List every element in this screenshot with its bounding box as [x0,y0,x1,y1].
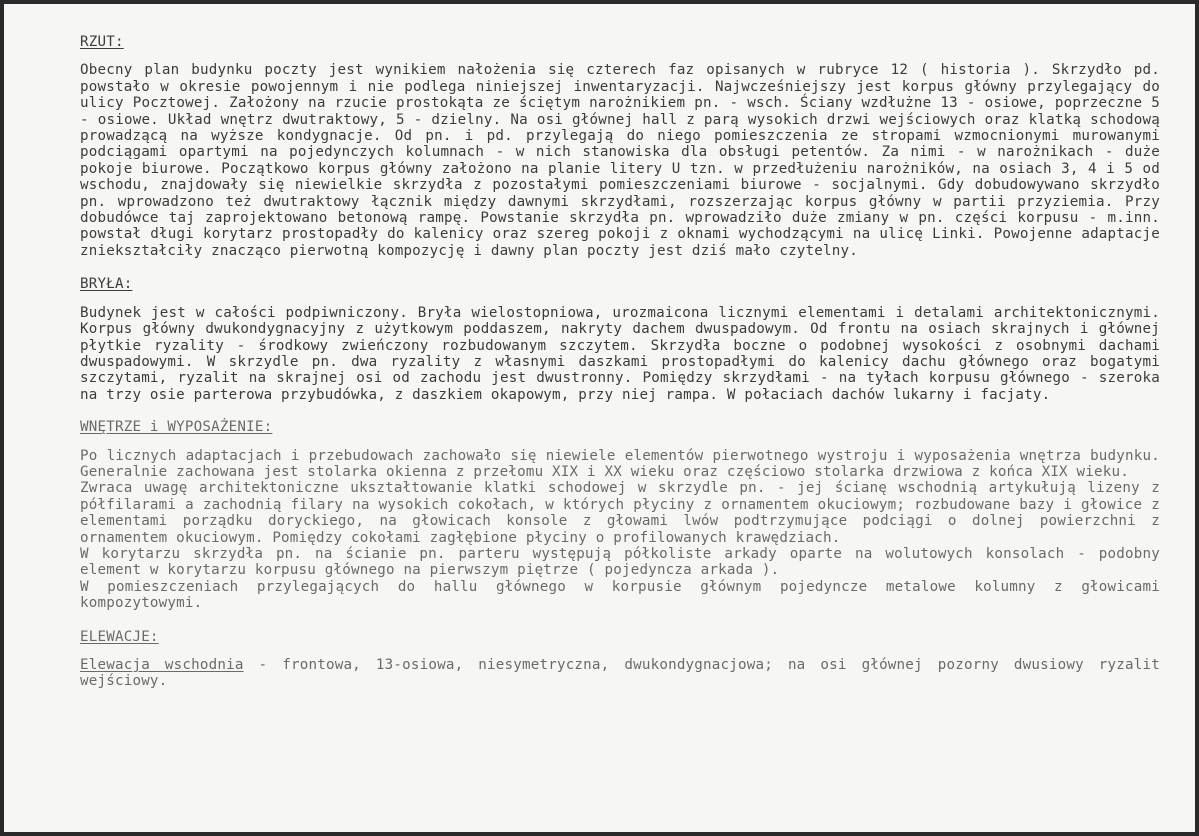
paragraph-wnetrze-2: Zwraca uwagę architektoniczne ukształtowanie klatki schodowej w skrzydle pn. - jej ścianę wschodnią artykułują lizeny z półfilarami a zachodnią filary na wysokich cokołach, w których płyciny z ornamentem okuciowym; rozbudowane bazy i głowice z elementami porządku doryckiego, na głowicach konsole z głowami lwów podtrzymujące podciągi o dolnej powierzchni z ornamentem okuciowym. Pomiędzy cokołami zagłębione płyciny o profilowanych krawędziach. [80,480,1160,546]
section-heading-bryla: BRYŁA: [80,276,133,293]
paragraph-wnetrze-1: Po licznych adaptacjach i przebudowach zachowało się niewiele elementów pierwotnego wystroju i wyposażenia wnętrza budynku. Generalnie zachowana jest stolarka okienna z przełomu XIX i XX wieku oraz częściowo stolarka drzwiowa z końca XIX wieku. [80,447,1160,480]
paragraph-elewacje [80,657,1160,690]
section-heading-elewacje: ELEWACJE: [80,628,159,645]
paragraph-bryla: Budynek jest w całości podpiwniczony. Bryła wielostopniowa, urozmaicona licznymi elementami i detalami architektonicznymi. Korpus główny dwukondygnacyjny z użytkowym poddaszem, nakryty dachem dwuspadowym. Od frontu na osiach skrajnych i głównej płytkie ryzality - środkowy zwieńczony rozbudowanym szczytem. Skrzydła boczne o podobnej wysokości z osobnymi dachami dwuspadowymi. W skrzydle pn. dwa ryzality z własnymi daszkami prostopadłymi do kalenicy dachu głównego oraz bogatymi szczytami, ryzalit na skrajnej osi od zachodu jest dwustronny. Pomiędzy skrzydłami - na tyłach korpusu głównego - szeroka na trzy osie parterowa przybudówka, z daszkiem okapowym, przy niej rampa. W połaciach dachów lukarny i facjaty. [80,304,1160,403]
section-heading-rzut: RZUT: [80,34,124,50]
section-elewacje [80,629,1160,690]
document-page [4,4,1195,832]
section-bryla [80,276,1160,403]
section-rzut [80,34,1160,259]
section-wnetrze [80,419,1160,611]
paragraph-wnetrze-4: W pomieszczeniach przylegających do hallu głównego w korpusie głównym pojedyncze metalowe kolumny z głowicami kompozytowymi. [80,578,1160,612]
paragraph-wnetrze-3: W korytarzu skrzydła pn. na ścianie pn. parteru występują półkoliste arkady oparte na wolutowych konsolach - podobny element w korytarzu korpusu głównego na pierwszym piętrze ( pojedyncza arkada ). [80,545,1160,579]
elewacja-wschodnia-text: - frontowa, 13-osiowa, niesymetryczna, dwukondygnacjowa; na osi głównej pozorny dwusiowy ryzalit wejściowy. [80,657,1160,690]
typed-document [80,34,1160,690]
section-heading-wnetrze: WNĘTRZE i WYPOSAŻENIE: [80,419,273,436]
elewacja-wschodnia-label: Elewacja wschodnia [80,657,244,673]
paragraph-rzut: Obecny plan budynku poczty jest wynikiem nałożenia się czterech faz opisanych w rubryce 12 ( historia ). Skrzydło pd. powstało w okresie powojennym i nie podlega niniejszej inwentaryzacji. Najwcześniejszy jest korpus główny przylegający do ulicy Pocztowej. Założony na rzucie prostokąta ze ściętym narożnikiem pn. - wsch. Ściany wzdłużne 13 - osiowe, poprzeczne 5 - osiowe. Układ wnętrz dwutraktowy, 5 - dzielny. Na osi głównej hall z parą wysokich drzwi wejściowych oraz klatką schodową prowadzącą na wyższe kondygnacje. Od pn. i pd. przylegają do niego pomieszczenia ze stropami wzmocnionymi murowanymi podciągami opartymi na pojedynczych kolumnach - w nich stanowiska dla obsługi petentów. Za nimi - w narożnikach - duże pokoje biurowe. Początkowo korpus główny założono na planie litery U tzn. w przedłużeniu narożników, na osiach 3, 4 i 5 od wschodu, znajdowały się niewielkie skrzydła z pozostałymi pomieszczeniami biurowe - socjalnymi. Gdy dobudowywano skrzydło pn. wprowadzono też dwutraktowy łącznik między dawnymi skrzydłami, rozszerzając korpus główny w partii przyziemia. Przy dobudówce taj zaprojektowano betonową rampę. Powstanie skrzydła pn. wprowadziło duże zmiany w pn. części korpusu - m.inn. powstał długi korytarz prostopadły do kalenicy oraz szereg pokoji z oknami wychodzącymi na ulicę Linki. Powojenne adaptacje zniekształciły znacząco pierwotną kompozycję i dawny plan poczty jest dziś mało czytelny. [80,62,1160,259]
